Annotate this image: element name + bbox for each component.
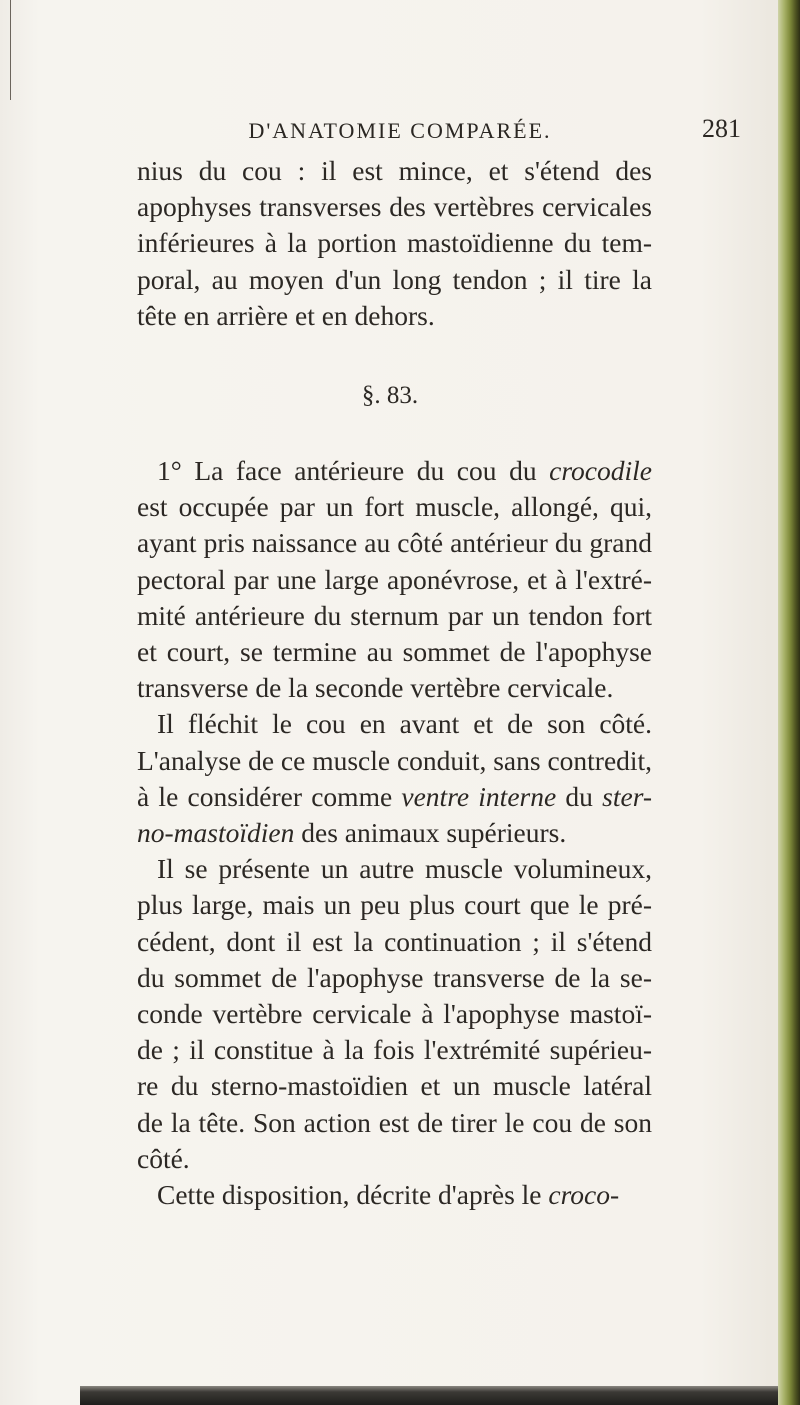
text-line: Il se présente un autre muscle volumineux, <box>157 853 652 885</box>
text-line: cédent, dont il est la continuation ; il s'étend <box>137 925 652 957</box>
text-run: du <box>556 780 603 812</box>
text-line <box>137 779 652 815</box>
italic-term: no-mastoïdien <box>137 817 295 849</box>
text-line: nius du cou : il est mince, et s'étend des <box>137 155 652 186</box>
text-line <box>137 815 652 851</box>
section-number: §. 83. <box>361 382 419 409</box>
page-number: 281 <box>702 114 741 143</box>
text-line: mité antérieure du sternum par un tendon fort <box>137 599 652 631</box>
text-line: de ; il constitue à la fois l'extrémité supérieu- <box>137 1034 652 1066</box>
paragraph-2 <box>137 453 652 1213</box>
text-line: côté. <box>137 1142 190 1174</box>
paragraph-1 <box>137 153 652 334</box>
bottom-edge-shadow <box>80 1386 778 1405</box>
text-line: du sommet de l'apophyse transverse de la se- <box>137 961 652 993</box>
text-line: conde vertèbre cervicale à l'apophyse mastoï- <box>137 998 652 1030</box>
text-line: pectoral par une large aponévrose, et à l'extré- <box>137 563 652 595</box>
text-run: à le considérer comme <box>137 780 402 812</box>
text-line <box>137 453 652 489</box>
text-run: Cette disposition, décrite d'après le <box>157 1179 549 1211</box>
text-line: de la tête. Son action est de tirer le cou de son <box>137 1106 652 1138</box>
binding-edge <box>778 0 800 1405</box>
text-line: transverse de la seconde vertèbre cervicale. <box>137 672 614 704</box>
text-line: ayant pris naissance au côté antérieur du grand <box>137 527 652 559</box>
section-heading <box>0 382 800 410</box>
italic-term: croco- <box>548 1179 620 1211</box>
text-run: 1° La face antérieure du cou du <box>157 455 550 486</box>
text-line: est occupée par un fort muscle, allongé, qui, <box>137 491 652 523</box>
text-line: tête en arrière et en dehors. <box>137 299 435 331</box>
text-line: apophyses transverses des vertèbres cervicales <box>137 191 652 223</box>
italic-term: ster- <box>602 780 652 812</box>
text-line: inférieures à la portion mastoïdienne du tem- <box>137 227 652 259</box>
text-line: Il fléchit le cou en avant et de son côté. <box>157 708 652 740</box>
italic-term: crocodile <box>549 455 652 486</box>
text-line <box>137 1177 652 1213</box>
text-line: re du sterno-mastoïdien et un muscle latéral <box>137 1070 652 1102</box>
text-line: L'analyse de ce muscle conduit, sans contredit, <box>137 744 653 776</box>
text-line: poral, au moyen d'un long tendon ; il tire la <box>137 263 652 295</box>
text-line: plus large, mais un peu plus court que le pré- <box>137 889 652 921</box>
text-run: des animaux supérieurs. <box>294 817 567 849</box>
running-header: D'ANATOMIE COMPARÉE. <box>248 118 552 143</box>
italic-term: ventre interne <box>401 780 557 812</box>
left-page-edge <box>0 0 11 100</box>
text-line: et court, se termine au sommet de l'apophyse <box>137 636 652 668</box>
